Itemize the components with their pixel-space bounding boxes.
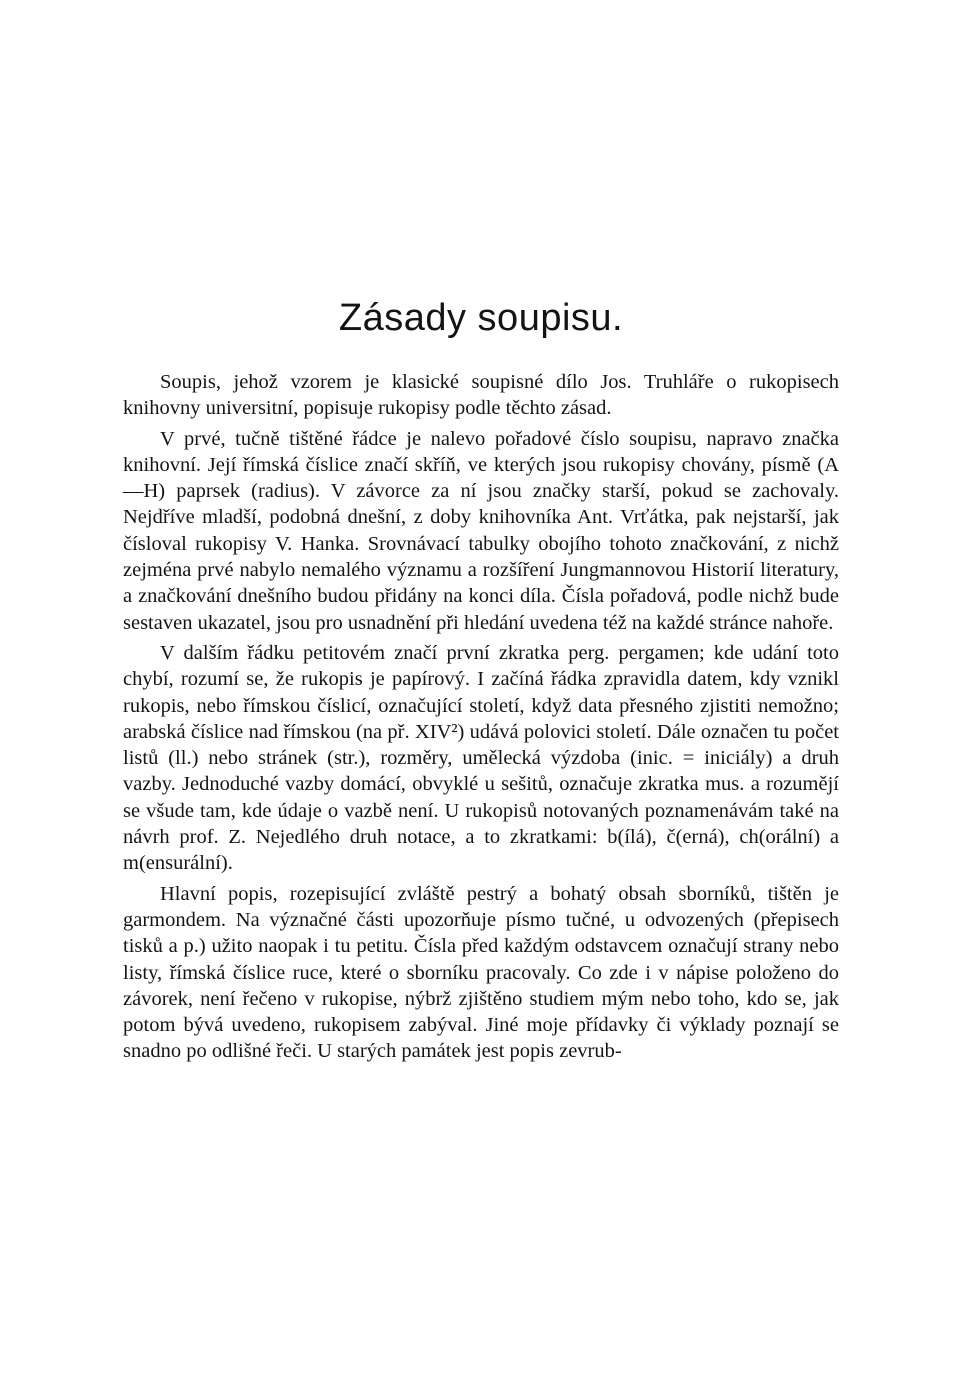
paragraph-first-line: V prvé, tučně tištěné řádce je nalevo pořadové číslo soupisu, napravo značka knihovní. Její římská číslice značí skříň, ve kterých jsou rukopisy chovány, písmě (A—H) paprsek (radius). V závorce za ní jsou značky starší, pokud se zachovaly. Nejdříve mladší, podobná dnešní, z doby knihovníka Ant. Vrťátka, pak nejstarší, jak čísloval rukopisy V. Hanka. Srovnávací tabulky obojího tohoto značkování, z nichž zejména prvé nabylo nemalého významu a rozšíření Jungmannovou Historií literatury, a značkování dnešního budou přidány na konci díla. Čísla pořadová, podle nichž bude sestaven ukazatel, jsou pro usnadnění při hledání uvedena též na každé stránce nahoře. (123, 427, 839, 634)
document-body (123, 369, 839, 1069)
paragraph-main-description: Hlavní popis, rozepisující zvláště pestrý a bohatý obsah sborníků, tištěn je garmondem. Na význačné části upozorňuje písmo tučné, u odvozených (přepisech tisků a p.) užito naopak i tu petitu. Čísla před každým odstavcem označují strany nebo listy, římská číslice ruce, které o sborníku pracovaly. Co zde i v nápise položeno do závorek, není řečeno v rukopise, nýbrž zjištěno studiem mým nebo toho, kdo se, jak potom bývá uvedeno, rukopisem zabýval. Jiné moje přídavky či výklady poznají se snadno po odlišné řeči. U starých památek jest popis zevrub- (123, 882, 839, 1063)
paragraph-intro: Soupis, jehož vzorem je klasické soupisné dílo Jos. Truhláře o rukopisech knihovny universitní, popisuje rukopisy podle těchto zásad. (123, 371, 839, 420)
page-title: Zásady soupisu. (338, 297, 624, 339)
paragraph-second-line: V dalším řádku petitovém značí první zkratka perg. pergamen; kde udání toto chybí, rozumí se, že rukopis je papírový. I začíná řádka zpravidla datem, kdy vznikl rukopis, nebo římskou číslicí, označující století, když data přesného zjistiti nemožno; arabská číslice nad římskou (na př. XIV²) udává polovici století. Dále označen tu počet listů (ll.) nebo stránek (str.), rozměry, umělecká výzdoba (inic. = iniciály) a druh vazby. Jednoduché vazby domácí, obvyklé u sešitů, označuje zkratka mus. a rozumějí se všude tam, kde údaje o vazbě není. U rukopisů notovaných poznamenávám také na návrh prof. Z. Nejedlého druh notace, a to zkratkami: b(ílá), č(erná), ch(orální) a m(ensurální). (123, 641, 839, 875)
